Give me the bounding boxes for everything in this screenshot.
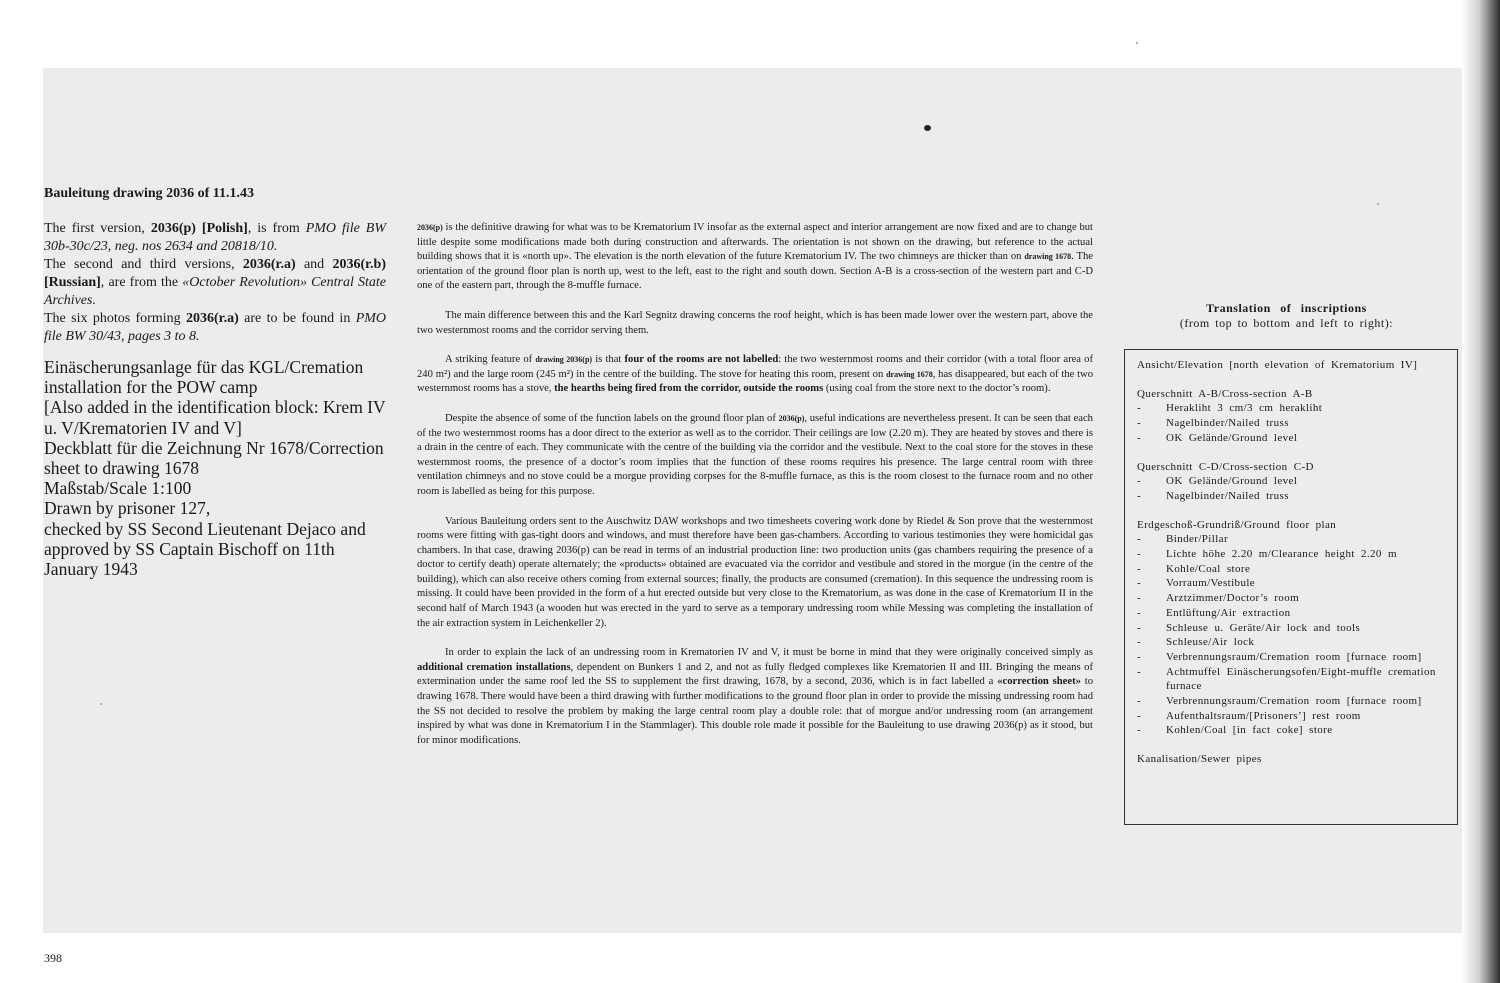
text-run: , has disappeared, but each of the two westernmost rooms has a stove, bbox=[417, 368, 1094, 395]
dash-bullet: - bbox=[1137, 577, 1142, 590]
translation-item bbox=[1137, 547, 1445, 562]
dash-bullet: - bbox=[1137, 489, 1142, 502]
translation-section-heading: Kanalisation/Sewer pipes bbox=[1137, 753, 1262, 766]
text-run: The first version, bbox=[44, 221, 151, 236]
dash-bullet: - bbox=[1137, 695, 1142, 708]
title-block-inscription bbox=[44, 357, 389, 579]
inscription-line: Maßstab/Scale 1:100 bbox=[44, 478, 192, 499]
translation-item bbox=[1137, 591, 1445, 606]
text-run: additional cremation installations bbox=[417, 661, 571, 673]
inscription-line: Drawn by prisoner 127, bbox=[44, 498, 211, 519]
translation-section-heading: Querschnitt C-D/Cross-section C-D bbox=[1137, 460, 1314, 473]
book-gutter-shadow bbox=[1462, 0, 1500, 983]
translation-title: Translation of inscriptions bbox=[1206, 301, 1367, 315]
translation-item-text: Entlüftung/Air extraction bbox=[1166, 606, 1291, 619]
translation-item bbox=[1137, 532, 1445, 547]
ink-dot bbox=[924, 125, 931, 131]
text-run: 2036(r.a) bbox=[242, 257, 296, 272]
translation-item-text: Vorraum/Vestibule bbox=[1166, 577, 1256, 590]
commentary-paragraph bbox=[417, 353, 1093, 397]
translation-item bbox=[1137, 621, 1445, 636]
translation-item-text: Binder/Pillar bbox=[1166, 533, 1229, 546]
text-run: PMO file BW 30b-30c/23, neg. nos 2634 and 20818/10. bbox=[44, 221, 387, 254]
translation-item bbox=[1137, 665, 1445, 694]
dash-bullet: - bbox=[1137, 533, 1142, 546]
text-run: drawing 2036(p) bbox=[535, 355, 593, 365]
translation-item bbox=[1137, 650, 1445, 665]
dash-bullet: - bbox=[1137, 665, 1142, 678]
translation-item bbox=[1137, 576, 1445, 591]
source-note bbox=[44, 310, 386, 346]
translation-item bbox=[1137, 489, 1445, 504]
translation-item bbox=[1137, 401, 1445, 416]
translation-item-text: OK Gelände/Ground level bbox=[1166, 475, 1298, 488]
translation-item-text: OK Gelände/Ground level bbox=[1166, 431, 1298, 444]
dash-bullet: - bbox=[1137, 621, 1142, 634]
source-note bbox=[44, 256, 386, 310]
text-run: , are from the bbox=[100, 275, 183, 290]
translation-item bbox=[1137, 431, 1445, 446]
translation-item bbox=[1137, 723, 1445, 738]
text-run: , is from bbox=[247, 221, 306, 236]
text-run: . The orientation of the ground floor plan is north up, west to the left, east to the right and south down. Section A-B is a cross-section of the western part and C-D one of the eastern part, through the 8-muffle furnace. bbox=[417, 251, 1093, 292]
translation-item-text: Herakliht 3 cm/3 cm herakliht bbox=[1166, 402, 1323, 415]
dash-bullet: - bbox=[1137, 548, 1142, 561]
dash-bullet: - bbox=[1137, 402, 1142, 415]
inscription-line: Deckblatt für die Zeichnung Nr 1678/Correction sheet to drawing 1678 bbox=[44, 437, 384, 479]
translation-section bbox=[1137, 358, 1445, 373]
text-run: (using coal from the store next to the doctor’s room). bbox=[823, 383, 1051, 395]
text-run: Despite the absence of some of the function labels on the ground floor plan of bbox=[445, 412, 779, 424]
dash-bullet: - bbox=[1137, 562, 1142, 575]
dash-bullet: - bbox=[1137, 709, 1142, 722]
text-run: and bbox=[295, 257, 333, 272]
page-number: 398 bbox=[44, 951, 62, 965]
translation-item-text: Nagelbinder/Nailed truss bbox=[1166, 417, 1289, 430]
translation-section-heading: Querschnitt A-B/Cross-section A-B bbox=[1137, 387, 1313, 400]
dash-bullet: - bbox=[1137, 724, 1142, 737]
text-run: drawing 1678 bbox=[1024, 252, 1072, 262]
translation-item-text: Kohle/Coal store bbox=[1166, 562, 1251, 575]
text-run: to drawing 1678. There would have been a third drawing with further modifications to the ground floor plan in order to provide the missing undressing room had the SS not decided to resolve the problem by making the large central room play a double role: that of morgue and/or undressing room (an arrangement inspired by what was done in Krematorium I in the Stammlager). This double role made it possible for the Bauleitung to use drawing 2036(p) as it stood, but for minor modifications. bbox=[417, 676, 1093, 746]
text-run: drawing 1678 bbox=[886, 369, 933, 379]
text-run: 2036(p) [Polish] bbox=[150, 221, 248, 236]
translation-section bbox=[1137, 752, 1445, 767]
translation-section bbox=[1137, 387, 1445, 446]
source-note bbox=[44, 220, 386, 256]
text-run: four of the rooms are not labelled bbox=[624, 354, 779, 366]
translation-section-heading: Ansicht/Elevation [north elevation of Krematorium IV] bbox=[1137, 359, 1418, 371]
speck bbox=[100, 703, 102, 705]
text-run: : the two westernmost rooms and their corridor (with a total floor area of 240 m²) and the large room (245 m²) in the centre of the building. The stove for heating this room, present on bbox=[417, 354, 1093, 380]
drawing-heading: Bauleitung drawing 2036 of 11.1.43 bbox=[44, 186, 255, 201]
text-run: The main difference between this and the Karl Segnitz drawing concerns the roof height, which is has been made lower over the western part, above the two westernmost rooms and the corridor serving them. bbox=[417, 309, 1093, 336]
translation-item-text: Achtmuffel Einäscherungsofen/Eight-muffle cremation furnace bbox=[1166, 665, 1436, 693]
translation-item-text: Kohlen/Coal [in fact coke] store bbox=[1166, 724, 1333, 737]
inscription-line: [Also added in the identification block: Krem IV u. V/Krematorien IV and V] bbox=[44, 397, 386, 438]
dash-bullet: - bbox=[1137, 636, 1142, 649]
text-run: is that bbox=[592, 354, 625, 366]
text-run: «October Revolution» Central State Archives. bbox=[44, 275, 386, 308]
text-run: is the definitive drawing for what was to be Krematorium IV insofar as the external aspect and interior arrangement are now fixed and are to change but little despite some modifications made both during construction and afterwards. The orientation is not shown on the drawing, but reference to the actual building shows that it is «north up». The elevation is the north elevation of the future Krematorium IV. The two chimneys are thicker than on bbox=[417, 222, 1093, 263]
text-run: 2036(r.b) [Russian] bbox=[44, 257, 386, 290]
translation-item-text: Verbrennungsraum/Cremation room [furnace room] bbox=[1166, 650, 1422, 663]
translation-item-text: Arztzimmer/Doctor’s room bbox=[1166, 592, 1300, 605]
dash-bullet: - bbox=[1137, 650, 1142, 663]
translation-item-text: Schleuse/Air lock bbox=[1166, 636, 1255, 649]
translation-item bbox=[1137, 416, 1445, 431]
text-run: 2036(p) bbox=[778, 413, 805, 423]
translation-section bbox=[1137, 518, 1445, 739]
text-run: In order to explain the lack of an undressing room in Krematorien IV and V, it must be borne in mind that they were originally conceived simply as bbox=[445, 647, 1093, 659]
inscription-line: checked by SS Second Lieutenant Dejaco and approved by SS Captain Bischoff on 11th January 1943 bbox=[44, 518, 366, 580]
translation-item bbox=[1137, 606, 1445, 621]
translation-item bbox=[1137, 474, 1445, 489]
commentary-paragraph bbox=[417, 309, 1093, 338]
text-run: A striking feature of bbox=[445, 354, 536, 366]
translation-item-text: Nagelbinder/Nailed truss bbox=[1166, 489, 1289, 502]
translation-item bbox=[1137, 562, 1445, 577]
speck bbox=[1377, 203, 1379, 205]
dash-bullet: - bbox=[1137, 606, 1142, 619]
dash-bullet: - bbox=[1137, 592, 1142, 605]
text-run: 2036(p) bbox=[417, 223, 443, 232]
translation-item-text: Aufenthaltsraum/[Prisoners’] rest room bbox=[1166, 709, 1361, 722]
commentary-paragraph bbox=[417, 646, 1093, 748]
dash-bullet: - bbox=[1137, 431, 1142, 444]
dash-bullet: - bbox=[1137, 417, 1142, 430]
text-run: 2036(r.a) bbox=[186, 311, 239, 326]
text-run: are to be found in bbox=[238, 311, 356, 326]
speck bbox=[1136, 42, 1138, 44]
translation-section-heading: Erdgeschoß-Grundriß/Ground floor plan bbox=[1137, 518, 1337, 531]
translation-item-text: Verbrennungsraum/Cremation room [furnace room] bbox=[1166, 695, 1422, 708]
text-run: «correction sheet» bbox=[997, 676, 1081, 688]
text-run: Various Bauleitung orders sent to the Auschwitz DAW workshops and two timesheets covering work done by Riedel & Son prove that the westernmost rooms were fitting with gas-tight doors and windows, and must therefore have been gas-chambers. According to various testimonies they were homicidal gas chambers. In that case, drawing 2036(p) can be read in terms of an industrial production line: two production units (gas chambers requiring the presence of a doctor to certify death) operate alternately; the «products» obtained are evacuated via the corridor and vestibule and stored in the morgue (in the centre of the building), which can also receive others coming from external sources; finally, the products are consumed (cremation). In this sequence the undressing room is missing. It could have been provided in the form of a hut erected outside but very close to the Krematorium, as was done in the case of Krematorium II in the second half of March 1943 (a wooden hut was erected in the yard to serve as a temporary undressing room while Messing was completing the installation of the air extraction system in Leichenkeller 2). bbox=[417, 515, 1093, 629]
commentary-paragraph bbox=[417, 412, 1093, 500]
translation-item bbox=[1137, 635, 1445, 650]
commentary-text bbox=[417, 221, 1093, 763]
commentary-paragraph bbox=[417, 515, 1093, 632]
text-run: , useful indications are nevertheless present. It can be seen that each of the two westernmost rooms has a door direct to the exterior as well as to the corridor. Their ceilings are low (2.20 m). They are heated by stoves and there is a drain in the centre of each. They communicate with the centre of the building via the corridor and the vestibule. Next to the coal store for the stoves in these westernmost rooms, the presence of a doctor’s room implies that the function of these rooms requires his presence. The large central room with three ventilation chimneys and no stove could be a morgue providing corpses for the 8-muffle furnace, as this is the room closest to the furnace room and no other room is labelled as being for this purpose. bbox=[417, 412, 1093, 497]
dash-bullet: - bbox=[1137, 475, 1142, 488]
translation-section bbox=[1137, 460, 1445, 504]
text-run: The second and third versions, bbox=[44, 257, 243, 272]
text-run: The six photos forming bbox=[44, 311, 186, 326]
commentary-paragraph bbox=[417, 221, 1093, 294]
translation-item-text: Lichte höhe 2.20 m/Clearance height 2.20 m bbox=[1166, 548, 1397, 561]
source-notes bbox=[44, 220, 386, 346]
text-run: the hearths being fired from the corridor, outside the rooms bbox=[554, 383, 824, 395]
text-run: PMO file BW 30/43, pages 3 to 8. bbox=[44, 311, 387, 344]
translation-heading bbox=[1124, 301, 1449, 331]
inscription-line: Einäscherungsanlage für das KGL/Cremation installation for the POW camp bbox=[44, 357, 364, 398]
translation-item bbox=[1137, 709, 1445, 724]
text-run: , dependent on Bunkers 1 and 2, and not as fully fledged complexes like Krematorien II and III. Bringing the means of extermination under the same roof led the SS to supplement the first drawing, 1678, by a second, 2036, which is in fact labelled a bbox=[417, 661, 1093, 688]
translation-subtitle: (from top to bottom and left to right): bbox=[1179, 316, 1394, 330]
translation-box bbox=[1124, 349, 1458, 825]
translation-item-text: Schleuse u. Geräte/Air lock and tools bbox=[1166, 621, 1361, 634]
translation-item bbox=[1137, 694, 1445, 709]
